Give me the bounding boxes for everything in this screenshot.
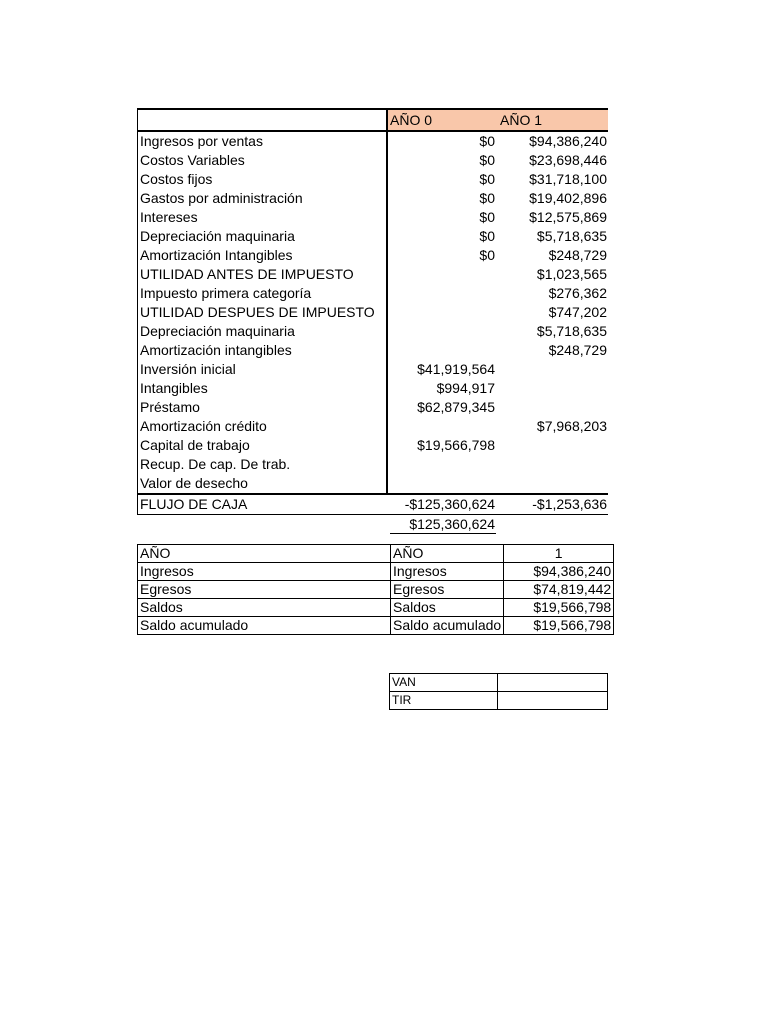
table-row xyxy=(138,563,614,581)
table-row xyxy=(138,599,614,617)
summary-cell-b: AÑO xyxy=(391,545,504,563)
table-row xyxy=(137,436,608,455)
row-year0-value: $19,566,798 xyxy=(417,437,495,453)
row-label: Recup. De cap. De trab. xyxy=(137,455,388,474)
row-year1-value: $5,718,635 xyxy=(536,228,607,244)
row-year0-value: $0 xyxy=(479,152,495,168)
cash-flow-total-year1: -$1,253,636 xyxy=(532,496,607,512)
summary-cell-c: $19,566,798 xyxy=(504,599,614,617)
header-empty-cell xyxy=(137,110,388,130)
row-year0-value: $0 xyxy=(479,247,495,263)
row-label: Préstamo xyxy=(137,398,388,417)
row-year1-value: $19,402,896 xyxy=(529,190,607,206)
row-year0-value xyxy=(388,455,496,474)
table-row xyxy=(137,341,608,360)
table-row xyxy=(137,379,608,398)
row-year0-value: $0 xyxy=(479,133,495,149)
summary-cell-c: $94,386,240 xyxy=(504,563,614,581)
table-row xyxy=(137,284,608,303)
row-year0-value: $0 xyxy=(479,228,495,244)
row-year0-value: $62,879,345 xyxy=(417,399,495,415)
van-label: VAN xyxy=(390,674,498,692)
row-label: Depreciación maquinaria xyxy=(137,322,388,341)
table-row xyxy=(137,398,608,417)
row-label: Gastos por administración xyxy=(137,189,388,208)
row-year1-value xyxy=(496,360,608,379)
row-label: Depreciación maquinaria xyxy=(137,227,388,246)
table-row xyxy=(138,545,614,563)
row-year0-value: $0 xyxy=(479,171,495,187)
summary-cell-a: Ingresos xyxy=(138,563,391,581)
table-row xyxy=(137,417,608,436)
summary-cell-c: 1 xyxy=(504,545,614,563)
table-row xyxy=(137,208,608,227)
row-year1-value xyxy=(496,436,608,455)
row-year0-value xyxy=(388,265,496,284)
row-year1-value: $5,718,635 xyxy=(536,323,607,339)
row-year0-value xyxy=(388,322,496,341)
row-year1-value: $23,698,446 xyxy=(529,152,607,168)
table-row xyxy=(137,227,608,246)
cash-flow-total-year0: -$125,360,624 xyxy=(404,496,495,512)
summary-cell-c: $74,819,442 xyxy=(504,581,614,599)
indicators-table xyxy=(389,673,608,710)
cash-flow-total-label: FLUJO DE CAJA xyxy=(137,495,388,514)
row-label: UTILIDAD ANTES DE IMPUESTO xyxy=(137,265,388,284)
row-label: Capital de trabajo xyxy=(137,436,388,455)
summary-cell-b: Saldos xyxy=(391,599,504,617)
row-year0-value xyxy=(388,417,496,436)
table-row xyxy=(137,189,608,208)
table-row xyxy=(137,474,608,493)
row-year1-value xyxy=(496,379,608,398)
row-label: Inversión inicial xyxy=(137,360,388,379)
table-row xyxy=(137,170,608,189)
summary-cell-a: AÑO xyxy=(138,545,391,563)
row-year1-value: $7,968,203 xyxy=(536,418,607,434)
table-row xyxy=(137,246,608,265)
van-value-cell[interactable] xyxy=(498,674,608,692)
row-label: UTILIDAD DESPUES DE IMPUESTO xyxy=(137,303,388,322)
row-year0-value xyxy=(388,341,496,360)
summary-cell-b: Saldo acumulado xyxy=(391,617,504,635)
table-row xyxy=(137,322,608,341)
row-year1-value: $31,718,100 xyxy=(529,171,607,187)
row-year1-value: $248,729 xyxy=(548,342,607,358)
row-year1-value xyxy=(496,455,608,474)
tir-value-cell[interactable] xyxy=(498,692,608,710)
row-year0-value: $41,919,564 xyxy=(417,361,495,377)
cash-flow-table xyxy=(137,108,608,534)
table-row xyxy=(137,455,608,474)
row-label: Impuesto primera categoría xyxy=(137,284,388,303)
row-label: Costos fijos xyxy=(137,170,388,189)
row-label: Intereses xyxy=(137,208,388,227)
row-label: Amortización crédito xyxy=(137,417,388,436)
summary-cell-a: Saldos xyxy=(138,599,391,617)
row-year0-value xyxy=(388,284,496,303)
sum-below-row xyxy=(137,515,608,534)
header-year-0: AÑO 0 xyxy=(388,110,496,130)
table-row xyxy=(138,581,614,599)
cash-flow-header xyxy=(137,108,608,132)
row-year1-value: $94,386,240 xyxy=(529,133,607,149)
row-label: Amortización Intangibles xyxy=(137,246,388,265)
table-row xyxy=(137,151,608,170)
table-row xyxy=(137,265,608,284)
row-year0-value xyxy=(388,303,496,322)
summary-table xyxy=(137,544,614,635)
row-year0-value: $0 xyxy=(479,190,495,206)
row-label: Costos Variables xyxy=(137,151,388,170)
row-label: Intangibles xyxy=(137,379,388,398)
row-year1-value: $1,023,565 xyxy=(536,266,607,282)
sum-below-value: $125,360,624 xyxy=(390,515,496,534)
row-year1-value: $12,575,869 xyxy=(529,209,607,225)
table-row xyxy=(137,132,608,151)
row-year0-value: $0 xyxy=(479,209,495,225)
row-label: Amortización intangibles xyxy=(137,341,388,360)
table-row xyxy=(390,692,608,710)
table-row xyxy=(137,360,608,379)
header-year-1: AÑO 1 xyxy=(496,110,608,130)
row-year1-value xyxy=(496,474,608,493)
row-label: Ingresos por ventas xyxy=(137,132,388,151)
row-year1-value: $248,729 xyxy=(548,247,607,263)
table-row xyxy=(390,674,608,692)
table-row xyxy=(137,303,608,322)
summary-cell-c: $19,566,798 xyxy=(504,617,614,635)
cash-flow-total-row xyxy=(137,493,608,515)
row-year0-value xyxy=(388,474,496,493)
row-year1-value: $747,202 xyxy=(548,304,607,320)
summary-cell-b: Egresos xyxy=(391,581,504,599)
tir-label: TIR xyxy=(390,692,498,710)
row-year1-value: $276,362 xyxy=(548,285,607,301)
summary-cell-a: Egresos xyxy=(138,581,391,599)
row-label: Valor de desecho xyxy=(137,474,388,493)
summary-cell-b: Ingresos xyxy=(391,563,504,581)
summary-cell-a: Saldo acumulado xyxy=(138,617,391,635)
table-row xyxy=(138,617,614,635)
row-year0-value: $994,917 xyxy=(436,380,495,396)
row-year1-value xyxy=(496,398,608,417)
